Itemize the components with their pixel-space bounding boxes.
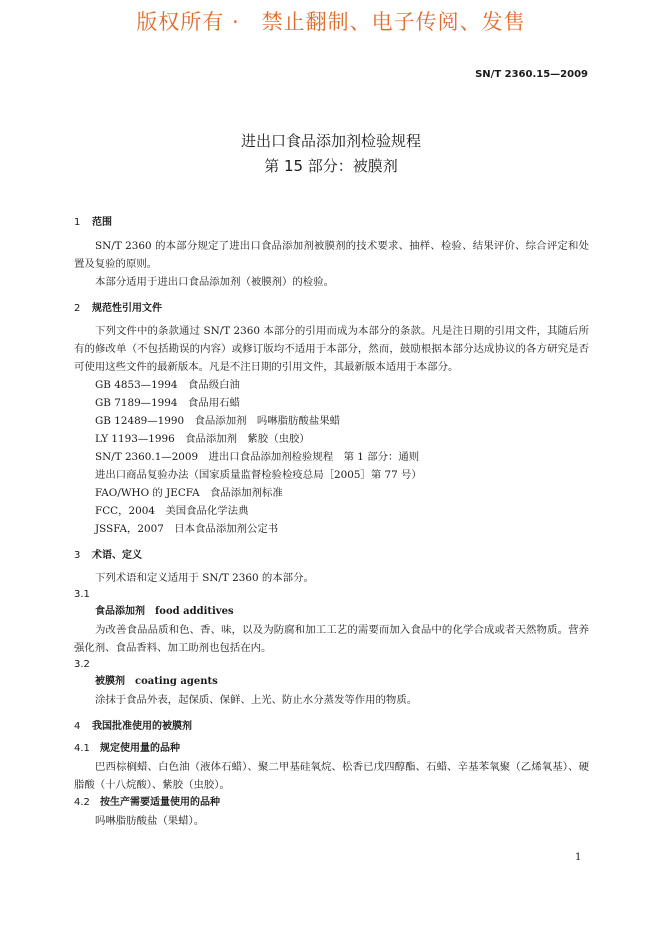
document-subtitle: 第 15 部分：被膜剂 <box>264 157 398 175</box>
paragraph: SN/T 2360 的本部分规定了进出口食品添加剂被膜剂的技术要求、抽样、检验、结果评价、综合评定和处置及复验的原则。 <box>74 240 589 270</box>
term-definition: 为改善食品品质和色、香、味，以及为防腐和加工工艺的需要而加入食品中的化学合成或者天然物质。营养强化剂、食品香料、加工助剂也包括在内。 <box>74 624 589 654</box>
subsection-heading: 4.1 规定使用量的品种 <box>74 743 180 754</box>
paragraph: 吗啉脂肪酸盐（果蜡）。 <box>95 815 205 827</box>
paragraph: 巴西棕榈蜡、白色油（液体石蜡）、聚二甲基硅氧烷、松香已戊四醇酯、石蜡、辛基苯氧聚（乙烯氧基）、硬脂酸（十八烷酸）、紫胶（虫胶）。 <box>74 761 589 791</box>
copyright-watermark: 版权所有 · 禁止翻制、电子传阅、发售 <box>136 10 526 34</box>
document-number: SN/T 2360.15—2009 <box>475 69 588 80</box>
section-heading-2: 2 规范性引用文件 <box>74 303 162 314</box>
reference-item: GB 12489—1990 食品添加剂 吗啉脂肪酸盐果蜡 <box>95 415 340 427</box>
term-title: 被膜剂 coating agents <box>95 676 218 687</box>
reference-item: SN/T 2360.1—2009 进出口食品添加剂检验规程 第 1 部分：通则 <box>95 451 420 463</box>
paragraph: 下列文件中的条款通过 SN/T 2360 本部分的引用而成为本部分的条款。凡是注日期的引用文件，其随后所有的修改单（不包括勘误的内容）或修订版均不适用于本部分，然而，鼓励根据本部分达成协议的各方研究是否可使用这些文件的最新版本。凡是不注日期的引用文件，其最新版本适用于本部分。 <box>74 325 589 373</box>
page-number: 1 <box>575 852 582 863</box>
reference-item: JSSFA，2007 日本食品添加剂公定书 <box>95 523 279 535</box>
section-heading-1: 1 范围 <box>74 217 112 228</box>
paragraph: 下列术语和定义适用于 SN/T 2360 的本部分。 <box>95 572 314 584</box>
document-body <box>74 213 589 830</box>
term-number: 3.1 <box>74 589 90 600</box>
term-definition: 涂抹于食品外表，起保质、保鲜、上光、防止水分蒸发等作用的物质。 <box>95 694 418 706</box>
paragraph: 本部分适用于进出口食品添加剂（被膜剂）的检验。 <box>95 276 334 288</box>
term-number: 3.2 <box>74 659 90 670</box>
reference-item: GB 4853—1994 食品级白油 <box>95 379 240 391</box>
term-title: 食品添加剂 food additives <box>95 606 234 617</box>
section-heading-3: 3 术语、定义 <box>74 550 142 561</box>
reference-item: FCC，2004 美国食品化学法典 <box>95 505 249 517</box>
reference-item: FAO/WHO 的 JECFA 食品添加剂标准 <box>95 487 283 499</box>
reference-list <box>74 376 589 538</box>
reference-item: 进出口商品复验办法（国家质量监督检验检疫总局［2005］第 77 号） <box>95 469 422 481</box>
subsection-heading: 4.2 按生产需要适量使用的品种 <box>74 797 220 808</box>
reference-item: GB 7189—1994 食品用石蜡 <box>95 397 240 409</box>
section-heading-4: 4 我国批准使用的被膜剂 <box>74 721 192 732</box>
reference-item: LY 1193—1996 食品添加剂 紫胶（虫胶） <box>95 433 310 445</box>
document-title: 进出口食品添加剂检验规程 <box>240 132 421 150</box>
